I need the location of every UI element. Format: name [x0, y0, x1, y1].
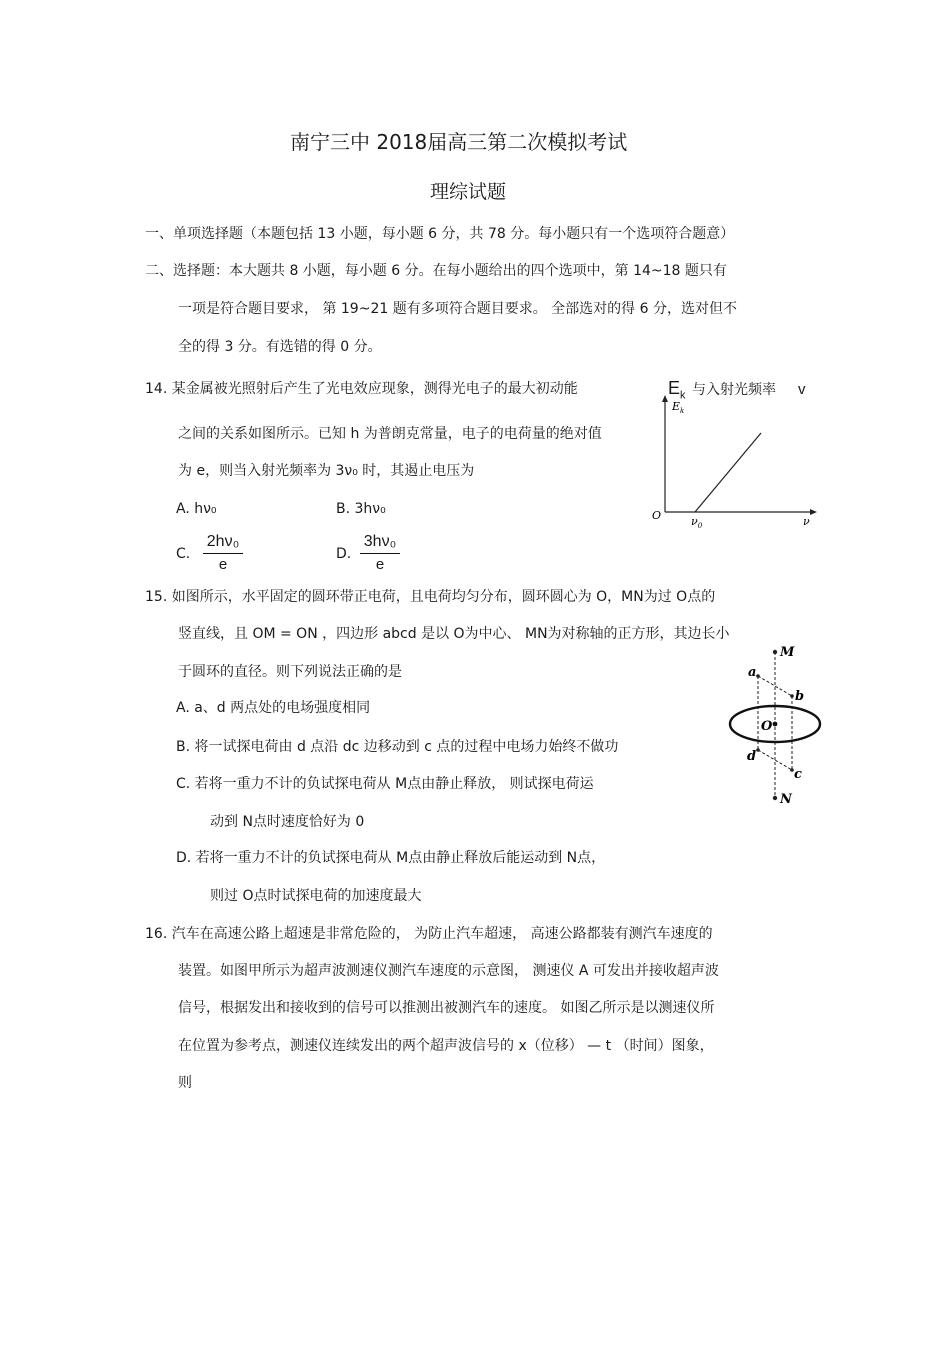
y-axis-label: $E_k$ — [672, 400, 685, 415]
label-d: d — [747, 749, 757, 764]
q16-stem-line-1: 16. 汽车在高速公路上超速是非常危险的， 为防止汽车超速， 高速公路都装有测汽车速度的 — [145, 926, 713, 942]
q16-stem-line-4: 在位置为参考点，测速仪连续发出的两个超声波信号的 x（位移） — t （时间）图象， — [178, 1038, 714, 1054]
q15-option-d-line-1: D. 若将一重力不计的负试探电荷从 M点由静止释放后能运动到 N点， — [176, 850, 606, 866]
q14-ek-symbol: $E_k$ — [668, 378, 686, 402]
q14-stem-line-3: 为 e，则当入射光频率为 3ν₀ 时，其遏止电压为 — [178, 463, 475, 479]
q14-frequency-symbol: v — [798, 381, 806, 398]
point-n — [773, 796, 777, 800]
q15-ring-figure — [720, 640, 840, 812]
q15-option-d-line-2: 则过 O点时试探电荷的加速度最大 — [210, 888, 422, 904]
label-o: O — [761, 719, 773, 734]
y-axis-arrow — [662, 395, 668, 402]
q16-stem-line-5: 则 — [178, 1075, 192, 1091]
x-axis-label: ν — [803, 515, 810, 528]
x-axis-arrow — [810, 509, 817, 515]
section-one-instructions: 一、单项选择题（本题包括 13 小题，每小题 6 分，共 78 分。每小题只有一个选项符合题意） — [145, 226, 735, 242]
q15-option-c-line-2: 动到 N点时速度恰好为 0 — [210, 814, 365, 830]
q14-option-d-denominator: e — [375, 556, 385, 573]
page-title: 南宁三中 2018届高三第二次模拟考试 — [290, 130, 628, 154]
label-n: N — [780, 792, 792, 807]
label-a: a — [748, 665, 757, 680]
label-c: c — [794, 767, 802, 782]
ek-line — [695, 433, 761, 512]
section-two-line-3: 全的得 3 分。有选错的得 0 分。 — [178, 339, 382, 355]
q14-option-d-numerator: 3hν₀ — [363, 533, 397, 550]
q14-stem-line-1: 14. 某金属被光照射后产生了光电效应现象，测得光电子的最大初动能 — [145, 381, 578, 397]
point-d — [756, 748, 760, 752]
label-m: M — [780, 645, 795, 660]
point-m — [773, 650, 777, 654]
q15-option-a: A. a、d 两点处的电场强度相同 — [176, 700, 371, 716]
q16-stem-line-3: 信号，根据发出和接收到的信号可以推测出被测汽车的速度。 如图乙所示是以测速仪所 — [178, 1000, 715, 1016]
section-two-line-2: 一项是符合题目要求， 第 19~21 题有多项符合题目要求。 全部选对的得 6 分，选对但不 — [178, 301, 737, 317]
origin-label: O — [652, 509, 662, 522]
point-b — [790, 694, 794, 698]
q14-option-c-denominator: e — [218, 556, 228, 573]
q14-option-c-label: C. — [176, 546, 191, 562]
q14-option-c-fraction — [203, 533, 243, 573]
page-subtitle: 理综试题 — [430, 181, 507, 203]
q14-option-c-numerator: 2hν₀ — [206, 533, 240, 550]
q15-stem-line-2: 竖直线，且 OM = ON ，四边形 abcd 是以 O为中心、 MN为对称轴的正方形，其边长小 — [178, 626, 730, 642]
q15-option-c-line-1: C. 若将一重力不计的负试探电荷从 M点由静止释放， 则试探电荷运 — [176, 776, 594, 792]
point-a — [756, 674, 760, 678]
center-o — [773, 722, 778, 727]
q15-stem-line-1: 15. 如图所示，水平固定的圆环带正电荷，且电荷均匀分布，圆环圆心为 O，MN为过 O点的 — [145, 589, 716, 605]
x-intercept-label: $\nu_0$ — [691, 515, 703, 530]
q14-option-d-fraction — [360, 533, 400, 573]
q14-ek-frequency-graph — [645, 392, 820, 532]
q14-option-a: A. hν₀ — [176, 501, 217, 517]
label-b: b — [795, 689, 805, 704]
q14-stem-line-1-right: 与入射光频率 — [692, 382, 776, 398]
q15-option-b: B. 将一试探电荷由 d 点沿 dc 边移动到 c 点的过程中电场力始终不做功 — [176, 739, 619, 755]
q14-option-b: B. 3hν₀ — [336, 501, 386, 517]
q14-stem-line-2: 之间的关系如图所示。已知 h 为普朗克常量，电子的电荷量的绝对值 — [178, 426, 602, 442]
q15-stem-line-3: 于圆环的直径。则下列说法正确的是 — [178, 664, 402, 680]
section-two-line-1: 二、选择题：本大题共 8 小题，每小题 6 分。在每小题给出的四个选项中，第 14~18 题只有 — [145, 263, 727, 279]
q14-option-d-label: D. — [336, 546, 352, 562]
q16-stem-line-2: 装置。如图甲所示为超声波测速仪测汽车速度的示意图， 测速仪 A 可发出并接收超声波 — [178, 963, 719, 979]
